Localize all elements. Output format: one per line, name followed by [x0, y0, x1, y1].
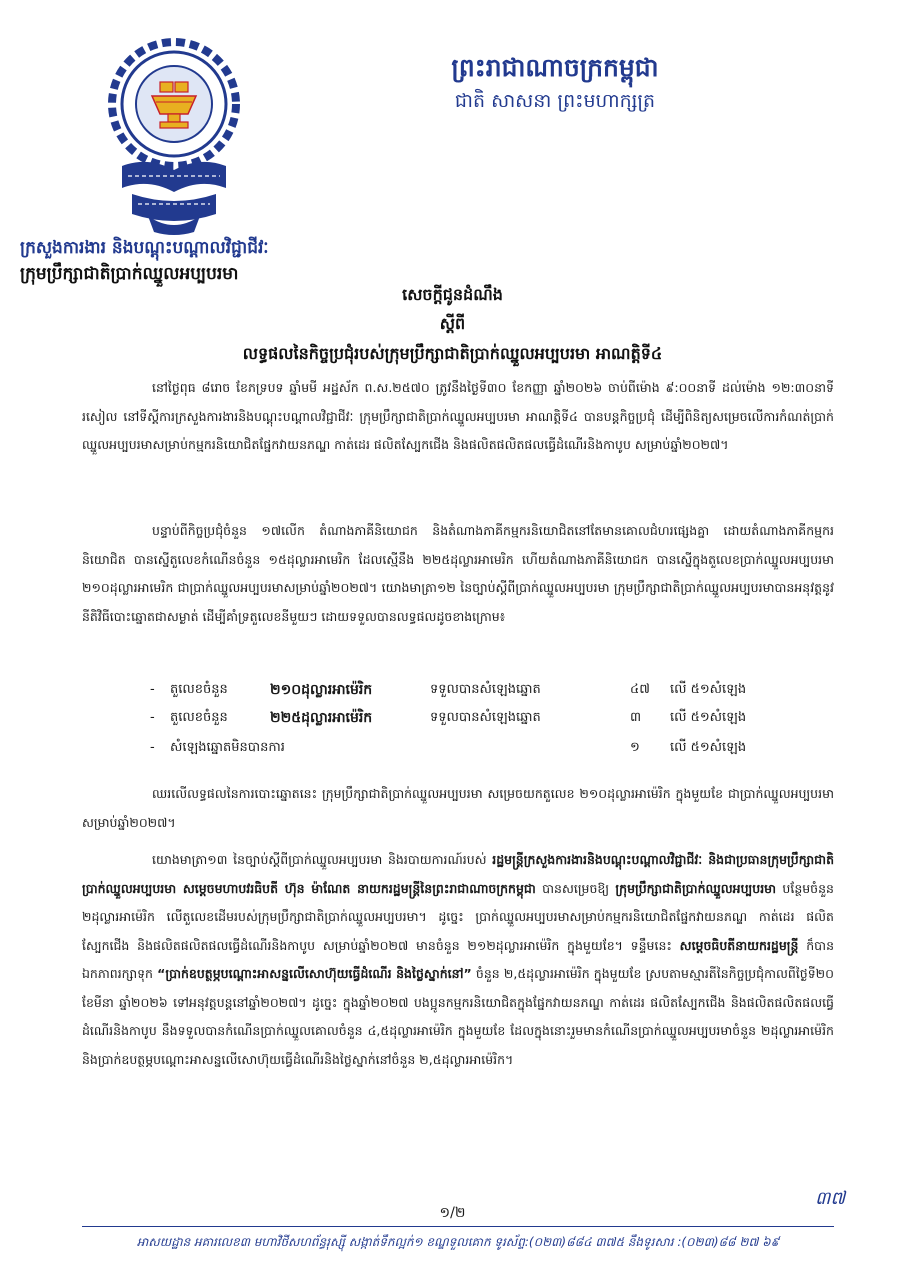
paragraph-negotiation: បន្ទាប់ពីកិច្ចប្រជុំចំនួន ១៧លើក តំណាងភាគីនិយោជក និងតំណាងភាគីកម្មករនិយោជិតនៅតែមានគោលជំហរផ្សេងគ្នា ដោយតំណាងភាគីកម្មករនិយោជិត បានស្នើតួលេខកំណើនចំនួន ១៥ដុល្លារអាមេរិក ដែលស្មើនឹង ២២៥ដុល្លារអាមេរិក ហើយតំណាងភាគីនិយោជក បានស្នើក្នុងតួលេខប្រាក់ឈ្នួលអប្បបរមា ២១០ដុល្លារអាមេរិក ជាប្រាក់ឈ្នួលអប្បបរមាសម្រាប់ឆ្នាំ២០២៧។ យោងមាត្រា១២ នៃច្បាប់ស្តីពីប្រាក់ឈ្នួលអប្បបរមា ក្រុមប្រឹក្សាជាតិប្រាក់ឈ្នួលអប្បបរមាបានអនុវត្តនូវនីតិវិធីបោះឆ្នោតជាសម្ងាត់ ដើម្បីគាំទ្រតួលេខនីមួយៗ ដោយទទួលបានលទ្ធផលដូចខាងក្រោម៖: [82, 523, 834, 624]
notice-subject: លទ្ធផលនៃកិច្ចប្រជុំរបស់ក្រុមប្រឹក្សាជាតិប្រាក់ឈ្នួលអប្បបរមា អាណត្តិទី៤: [242, 344, 663, 363]
bullet-dash: -: [150, 682, 155, 697]
bullet-dash: -: [150, 710, 155, 725]
vote-total: លើ ៥១សំឡេង: [670, 710, 747, 725]
allowance-name: “ប្រាក់ឧបត្ថម្ភបណ្តោះអាសន្នលើសោហ៊ុយធ្វើដំណើរ និងថ្លៃស្នាក់នៅ”: [157, 966, 472, 981]
paragraph-decision: ឈរលើលទ្ធផលនៃការបោះឆ្នោតនេះ ក្រុមប្រឹក្សាជាតិប្រាក់ឈ្នួលអប្បបរមា សម្រេចយកតួលេខ ២១០ដុល្លារអាម៉េរិក ក្នុងមួយខែ ជាប្រាក់ឈ្នួលអប្បបរមាសម្រាប់ឆ្នាំ២០២៧។: [82, 786, 834, 830]
footer-divider: [82, 1226, 834, 1227]
national-motto: ជាតិ សាសនា ព្រះមហាក្សត្រ: [454, 90, 656, 112]
vote-count: ១: [630, 740, 640, 755]
vote-label: តួលេខចំនួន: [170, 682, 228, 697]
vote-count: ៣: [630, 710, 642, 725]
vote-description: ទទួលបានសំឡេងឆ្នោត: [430, 710, 541, 725]
footer-address: អាសយដ្ឋាន អគារលេខ៣ មហាវិថីសហព័ន្ធរុស្ស៊ី សង្កាត់ទឹកល្អក់១ ខណ្ឌទួលគោក ទូរស័ព្ទ:(០២៣)៨៨៤ ៣៧៥ នឹងទូរសារ :(០២៣)៨៨ ២៧ ៦៩: [136, 1235, 780, 1249]
bullet-dash: -: [150, 740, 155, 755]
text-run: បានសម្រេចឱ្យ: [535, 880, 616, 896]
vote-label: សំឡេងឆ្នោតមិនបានការ: [170, 740, 285, 755]
notice-title: សេចក្តីជូនដំណឹង: [402, 285, 503, 304]
vote-total: លើ ៥១សំឡេង: [670, 740, 747, 755]
prime-minister-reference: សម្តេចធិបតីនាយករដ្ឋមន្ត្រី: [679, 937, 799, 953]
paragraph-meeting-info: នៅថ្ងៃពុធ ៨រោច ខែភទ្របទ ឆ្នាំមមី អដ្ឋស័ក ព.ស.២៥៧០ ត្រូវនឹងថ្ងៃទី៣០ ខែកញ្ញា ឆ្នាំ២០២៦ ចាប់ពីម៉ោង ៩:០០នាទី ដល់ម៉ោង ១២:៣០នាទីរសៀល នៅទីស្តីការក្រសួងការងារនិងបណ្តុះបណ្តាលវិជ្ជាជីវៈ ក្រុមប្រឹក្សាជាតិប្រាក់ឈ្នួលអប្បបរមា អាណត្តិទី៤ បានបន្តកិច្ចប្រជុំ ដើម្បីពិនិត្យសម្រេចលើការកំណត់ប្រាក់ឈ្នួលអប្បបរមាសម្រាប់កម្មករនិយោជិតផ្នែកវាយនភណ្ឌ កាត់ដេរ ផលិតស្បែកជើង និងផលិតផលិតផលធ្វើដំណើរនិងកាបូប សម្រាប់ឆ្នាំ២០២៧។: [82, 380, 834, 452]
vote-description: ទទួលបានសំឡេងឆ្នោត: [430, 682, 541, 697]
ministry-name: ក្រសួងការងារ និងបណ្តុះបណ្តាលវិជ្ជាជីវៈ: [20, 238, 269, 258]
paragraph-final-decision: [82, 846, 834, 1186]
kingdom-heading: ព្រះរាជាណាចក្រកម្ពុជា: [451, 53, 659, 82]
text-run: ក៏បានឯកភាពរក្សាទុក: [82, 937, 835, 981]
vote-total: លើ ៥១សំឡេង: [670, 682, 747, 697]
vote-amount: ២១០ដុល្លារអាម៉េរិក: [270, 682, 373, 698]
page-number: ១/២: [439, 1205, 466, 1221]
ministry-logo: [108, 38, 240, 238]
text-run: យោងមាត្រា១៣ នៃច្បាប់ស្តីពីប្រាក់ឈ្នួលអប្បបរមា និងរបាយការណ៍របស់: [152, 852, 493, 867]
handwritten-page-stamp: ៣៧: [815, 1188, 846, 1209]
vote-label: តួលេខចំនួន: [170, 710, 228, 725]
minister-title: រដ្ឋមន្ត្រីក្រសួងការងារនិងបណ្តុះបណ្តាលវិជ្ជាជីវៈ និងជាប្រធានក្រុមប្រឹក្សាជាតិប្រាក់ឈ្នួលអប្បបរមា សម្តេចមហាបវរធិបតី ហ៊ុន ម៉ាណែត នាយករដ្ឋមន្ត្រីនៃព្រះរាជាណាចក្រកម្ពុជា: [82, 852, 834, 896]
text-run: ចំនួន ២,៥ដុល្លារអាម៉េរិក ក្នុងមួយខែ ស្របតាមស្មារតីនៃកិច្ចប្រជុំកាលពីថ្ងៃទី២០ ខែមីនា ឆ្នាំ២០២៦ ទៅអនុវត្តបន្តនៅឆ្នាំ២០២៧។ ដូច្នេះ ក្នុងឆ្នាំ២០២៧ បងប្អូនកម្មករនិយោជិតក្នុងផ្នែកវាយនភណ្ឌ កាត់ដេរ ផលិតស្បែកជើង និងផលិតផលិតផលធ្វើដំណើរនិងកាបូប នឹងទទួលបានកំណើនប្រាក់ឈ្នួលគោលចំនួន ៤,៥ដុល្លារអាម៉េរិក ក្នុងមួយខែ ដែលក្នុងនោះរួមមានកំណើនប្រាក់ឈ្នួលអប្បបរមាចំនួន ២ដុល្លារអាម៉េរិក និងប្រាក់ឧបត្ថម្ភបណ្តោះអាសន្នលើសោហ៊ុយធ្វើដំណើរនិងថ្លៃស្នាក់នៅចំនួន ២,៥ដុល្លារអាម៉េរិក។: [82, 966, 834, 1067]
text-run: បន្ថែមចំនួន ២ដុល្លារអាម៉េរិក លើតួលេខដើមរបស់ក្រុមប្រឹក្សាជាតិប្រាក់ឈ្នួលអប្បបរមា។ ដូច្នេះ ប្រាក់ឈ្នួលអប្បបរមាសម្រាប់កម្មករនិយោជិតផ្នែកវាយនភណ្ឌ កាត់ដេរ ផលិតស្បែកជើង និងផលិតផលិតផលធ្វើដំណើរនិងកាបូប សម្រាប់ឆ្នាំ២០២៧ មានចំនួន ២១២ដុល្លារអាម៉េរិក ក្នុងមួយខែ។ ទន្ទឹមនេះ: [82, 880, 834, 953]
vote-amount: ២២៥ដុល្លារអាម៉េរិក: [270, 710, 373, 726]
vote-count: ៤៧: [630, 682, 650, 697]
notice-subject-label: ស្តីពី: [439, 314, 466, 333]
council-reference: ក្រុមប្រឹក្សាជាតិប្រាក់ឈ្នួលអប្បបរមា: [615, 880, 777, 896]
council-name: ក្រុមប្រឹក្សាជាតិប្រាក់ឈ្នួលអប្បបរមា: [20, 264, 239, 284]
wreath-icon: [122, 162, 226, 235]
